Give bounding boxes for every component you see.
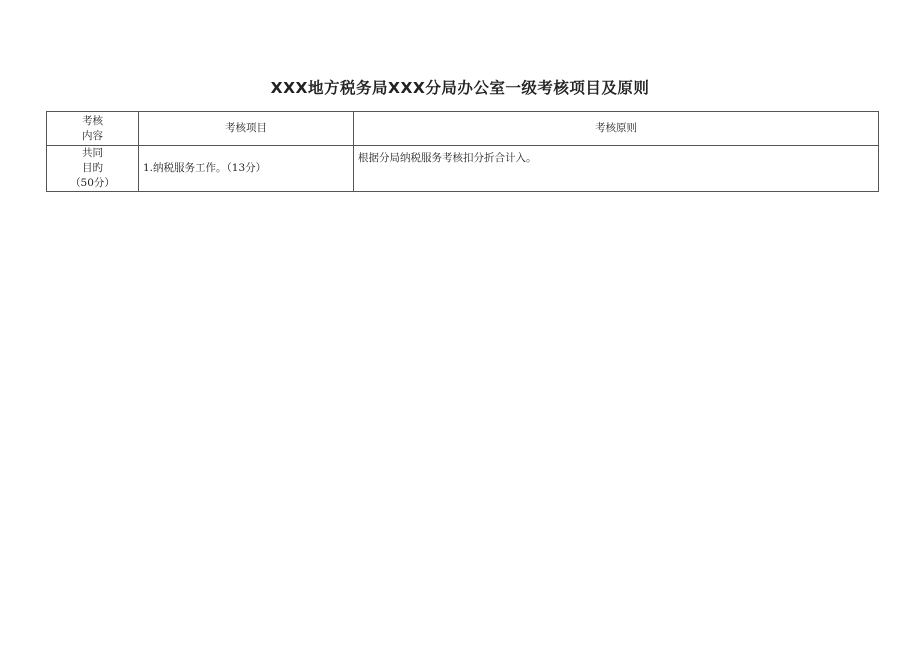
header-category-line1: 考核 bbox=[82, 114, 103, 127]
category-line2: 目旳 bbox=[82, 162, 103, 174]
table-row bbox=[47, 146, 879, 192]
assessment-table bbox=[46, 111, 879, 192]
criteria-cell bbox=[354, 146, 879, 192]
item-cell: 1.纳税服务工作。（13分） bbox=[139, 146, 354, 192]
header-category bbox=[47, 112, 139, 146]
category-line3: （50分） bbox=[70, 177, 115, 189]
header-criteria: 考核原则 bbox=[354, 112, 879, 146]
criteria-line: 根据分局纳税服务考核扣分折合计入。 bbox=[358, 152, 537, 164]
header-category-line2: 内容 bbox=[82, 129, 103, 142]
category-cell bbox=[47, 146, 139, 192]
category-line1: 共同 bbox=[82, 147, 103, 159]
page-title: XXX地方税务局XXX分局办公室一级考核项目及原则 bbox=[270, 79, 650, 97]
table-header-row bbox=[47, 112, 879, 146]
header-item: 考核项目 bbox=[139, 112, 354, 146]
